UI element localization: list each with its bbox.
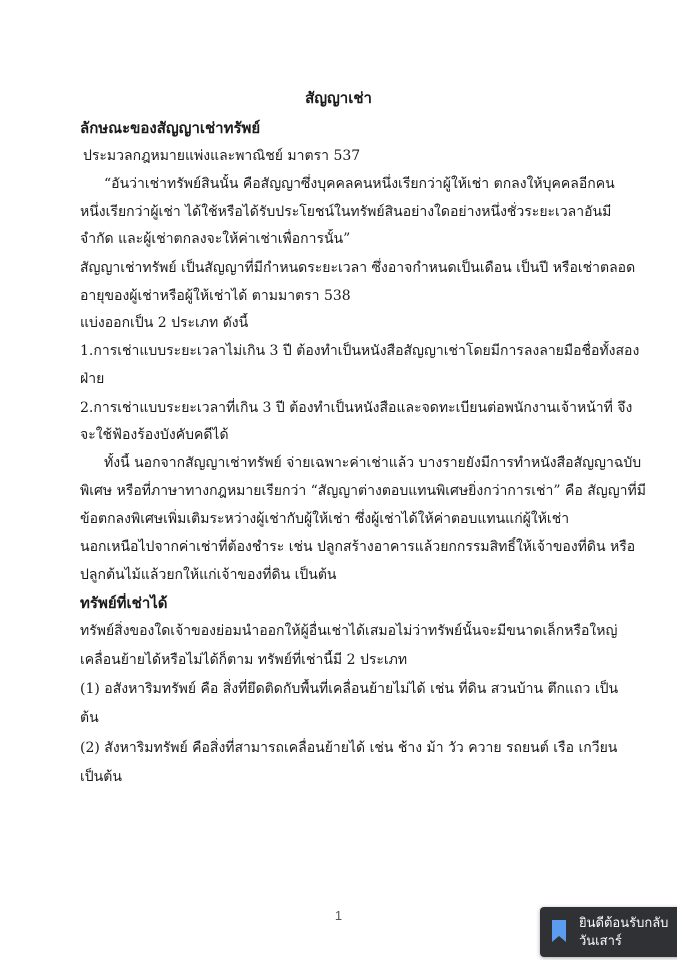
- paragraph-line: นอกเหนือไปจากค่าเช่าที่ต้องชำระ เช่น ปลูกสร้างอาคารแล้วยกกรรมสิทธิ์ให้เจ้าของที่ดิน หรือ: [80, 539, 636, 555]
- list-item-line: ต้น: [80, 710, 99, 726]
- quote-line: หนึ่งเรียกว่าผู้เช่า ได้ใช้หรือได้รับประโยชน์ในทรัพย์สินอย่างใดอย่างหนึ่งชั่วระยะเวลาอันมี: [80, 204, 612, 220]
- bookmark-icon: [552, 920, 566, 942]
- list-item-line: จะใช้ฟ้องร้องบังคับคดีได้: [80, 427, 229, 443]
- paragraph-line: ทรัพย์สิ่งของใดเจ้าของย่อมนำออกให้ผู้อื่นเช่าได้เสมอไม่ว่าทรัพย์นั้นจะมีขนาดเล็กหรือใหญ่: [80, 623, 618, 639]
- list-item-line: (2) สังหาริมทรัพย์ คือสิ่งที่สามารถเคลื่อนย้ายได้ เช่น ช้าง ม้า วัว ควาย รถยนต์ เรือ เกวียน: [80, 740, 618, 756]
- paragraph-line: เคลื่อนย้ายได้หรือไม่ได้ก็ตาม ทรัพย์ที่เช่านี้มี 2 ประเภท: [80, 652, 408, 668]
- list-item-line: 2.การเช่าแบบระยะเวลาที่เกิน 3 ปี ต้องทำเป็นหนังสือและจดทะเบียนต่อพนักงานเจ้าหน้าที่ จึง: [80, 400, 633, 416]
- page-number: 1: [334, 908, 343, 923]
- list-item-line: (1) อสังหาริมทรัพย์ คือ สิ่งที่ยึดติดกับพื้นที่เคลื่อนย้ายไม่ได้ เช่น ที่ดิน สวนบ้าน ตึกแถว เป็น: [80, 681, 619, 697]
- paragraph-line: สัญญาเช่าทรัพย์ เป็นสัญญาที่มีกำหนดระยะเวลา ซึ่งอาจกำหนดเป็นเดือน เป็นปี หรือเช่าตลอด: [80, 260, 636, 276]
- list-item-line: เป็นต้น: [80, 769, 122, 785]
- document-title: สัญญาเช่า: [305, 89, 372, 107]
- list-item-line: 1.การเช่าแบบระยะเวลาไม่เกิน 3 ปี ต้องทำเป็นหนังสือสัญญาเช่าโดยมีการลงลายมือชื่อทั้งสอง: [80, 343, 640, 359]
- paragraph-line: ข้อตกลงพิเศษเพิ่มเติมระหว่างผู้เช่ากับผู้ให้เช่า ซึ่งผู้เช่าได้ให้ค่าตอบแทนแก่ผู้ให้เช่า: [80, 511, 570, 527]
- paragraph-line: พิเศษ หรือที่ภาษาทางกฎหมายเรียกว่า “สัญญาต่างตอบแทนพิเศษยิ่งกว่าการเช่า” คือ สัญญาที่มี: [80, 483, 646, 499]
- paragraph-line: แบ่งออกเป็น 2 ประเภท ดังนี้: [80, 315, 249, 331]
- toast-message: ยินดีต้อนรับกลับ: [579, 916, 669, 931]
- section-heading-lease-characteristics: ลักษณะของสัญญาเช่าทรัพย์: [80, 119, 261, 137]
- quote-line: “อันว่าเช่าทรัพย์สินนั้น คือสัญญาซึ่งบุคคลคนหนึ่งเรียกว่าผู้ให้เช่า ตกลงให้บุคคลอีกคน: [104, 176, 615, 192]
- welcome-back-toast[interactable]: [540, 907, 677, 957]
- paragraph-line: ปลูกต้นไม้แล้วยกให้แก่เจ้าของที่ดิน เป็นต้น: [80, 567, 337, 583]
- section-heading-leasable-property: ทรัพย์ที่เช่าได้: [80, 594, 168, 612]
- quote-line: จำกัด และผู้เช่าตกลงจะให้ค่าเช่าเพื่อการนั้น”: [80, 231, 351, 247]
- law-reference: ประมวลกฎหมายแพ่งและพาณิชย์ มาตรา 537: [83, 148, 361, 164]
- toast-day: วันเสาร์: [579, 934, 622, 949]
- paragraph-line: อายุของผู้เช่าหรือผู้ให้เช่าได้ ตามมาตรา 538: [80, 288, 351, 304]
- paragraph-line: ทั้งนี้ นอกจากสัญญาเช่าทรัพย์ จ่ายเฉพาะค่าเช่าแล้ว บางรายยังมีการทำหนังสือสัญญาฉบับ: [104, 455, 642, 471]
- list-item-line: ฝ่าย: [80, 371, 105, 387]
